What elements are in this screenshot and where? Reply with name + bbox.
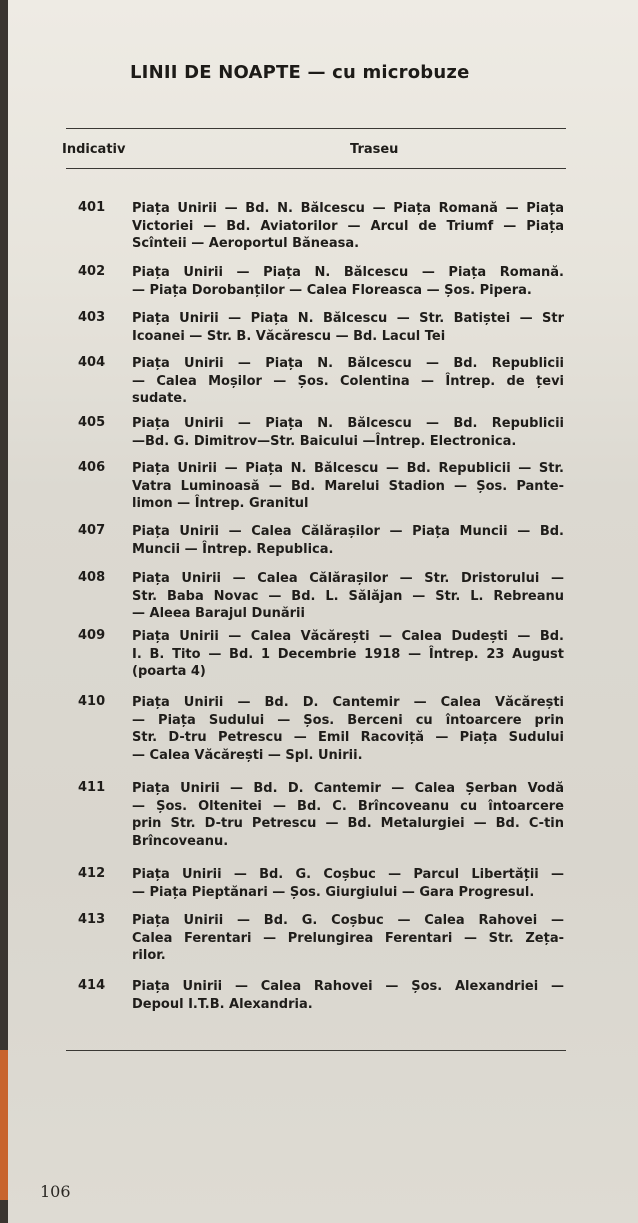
route-line: — Piața Pieptănari — Șos. Giurgiului — Gara Progresul. (132, 884, 535, 900)
route-description (132, 780, 564, 850)
route-description (132, 200, 564, 253)
page-edge-strip (0, 1050, 8, 1200)
route-description (132, 570, 564, 623)
route-number: 413 (78, 912, 106, 927)
route-number: 408 (78, 570, 106, 585)
route-line: —Bd. G. Dimitrov—Str. Baicului —Întrep. Electronica. (132, 433, 517, 449)
route-line: Piața Unirii — Bd. N. Bălcescu — Piața Romană — Piața (132, 201, 564, 216)
route-line: Piața Unirii — Piața N. Bălcescu — Piața Romană. (132, 265, 564, 280)
route-number: 405 (78, 415, 106, 430)
route-description (132, 866, 564, 901)
route-line: Icoanei — Str. B. Văcărescu — Bd. Lacul Tei (132, 328, 446, 344)
route-line: Piața Unirii — Calea Rahovei — Șos. Alexandriei — (132, 979, 564, 994)
route-line: Piața Unirii — Piața N. Bălcescu — Bd. Republicii (132, 416, 564, 431)
column-header-indicator: Indicativ (62, 142, 126, 157)
route-description (132, 628, 564, 681)
route-number: 406 (78, 460, 106, 475)
route-line: Piața Unirii — Piața N. Bălcescu — Str. Batiștei — Str (132, 311, 564, 326)
route-line: I. B. Tito — Bd. 1 Decembrie 1918 — Întrep. 23 August (132, 646, 564, 662)
route-line: Str. Baba Novac — Bd. L. Sălăjan — Str. L. Rebreanu (132, 588, 564, 604)
route-number: 403 (78, 310, 106, 325)
route-line: limon — Întrep. Granitul (132, 496, 309, 511)
route-line: — Piața Sudului — Șos. Berceni cu întoarcere prin (132, 712, 564, 728)
header-bottom-rule (66, 168, 566, 169)
route-description (132, 460, 564, 513)
route-number: 401 (78, 200, 106, 215)
route-description (132, 912, 564, 965)
route-line: Victoriei — Bd. Aviatorilor — Arcul de Triumf — Piața (132, 218, 564, 234)
route-description (132, 355, 564, 408)
route-line: — Calea Moșilor — Șos. Colentina — Întrep. de țevi (132, 373, 564, 389)
route-description (132, 415, 564, 450)
route-line: Piața Unirii — Calea Văcărești — Calea Dudești — Bd. (132, 629, 564, 644)
route-line: Calea Ferentari — Prelungirea Ferentari — Str. Zeța- (132, 930, 564, 946)
route-line: sudate. (132, 391, 188, 406)
header-top-rule (66, 128, 566, 129)
route-description (132, 978, 564, 1013)
route-number: 411 (78, 780, 106, 795)
route-number: 407 (78, 523, 106, 538)
route-line: Piața Unirii — Piața N. Bălcescu — Bd. Republicii — Str. (132, 461, 564, 476)
route-line: — Calea Văcărești — Spl. Unirii. (132, 747, 363, 763)
route-number: 412 (78, 866, 106, 881)
route-line: Depoul I.T.B. Alexandria. (132, 996, 313, 1012)
route-line: — Piața Dorobanților — Calea Floreasca — Șos. Pipera. (132, 282, 532, 298)
route-line: Piața Unirii — Bd. G. Coșbuc — Parcul Libertății — (132, 867, 564, 882)
route-number: 414 (78, 978, 106, 993)
route-description (132, 310, 564, 345)
route-line: Brîncoveanu. (132, 833, 229, 849)
route-description (132, 694, 564, 764)
route-number: 410 (78, 694, 106, 709)
route-line: rilor. (132, 948, 166, 963)
route-line: — Aleea Barajul Dunării (132, 606, 305, 621)
route-line: Piața Unirii — Bd. G. Coșbuc — Calea Rahovei — (132, 913, 564, 928)
route-description (132, 523, 564, 558)
route-number: 409 (78, 628, 106, 643)
route-line: Piața Unirii — Calea Călărașilor — Piața Muncii — Bd. (132, 524, 564, 539)
route-line: Piața Unirii — Bd. D. Cantemir — Calea Văcărești (132, 695, 564, 710)
route-line: prin Str. D-tru Petrescu — Bd. Metalurgiei — Bd. C-tin (132, 816, 564, 831)
footer-rule (66, 1050, 566, 1051)
route-line: Str. D-tru Petrescu — Emil Racoviță — Piața Sudului (132, 730, 564, 745)
route-number: 402 (78, 264, 106, 279)
route-line: Vatra Luminoasă — Bd. Marelui Stadion — Șos. Pante- (132, 478, 564, 494)
route-number: 404 (78, 355, 106, 370)
route-line: Piața Unirii — Bd. D. Cantemir — Calea Șerban Vodă (132, 781, 564, 796)
route-line: Piața Unirii — Piața N. Bălcescu — Bd. Republicii (132, 356, 564, 371)
route-line: Piața Unirii — Calea Călărașilor — Str. Dristorului — (132, 571, 564, 586)
column-header-route: Traseu (350, 142, 399, 157)
route-line: (poarta 4) (132, 664, 206, 679)
book-page (8, 0, 638, 1223)
page-title: LINII DE NOAPTE — cu microbuze (130, 62, 470, 83)
route-line: Muncii — Întrep. Republica. (132, 541, 334, 557)
page-number: 106 (40, 1182, 71, 1201)
route-description (132, 264, 564, 299)
route-line: — Șos. Oltenitei — Bd. C. Brîncoveanu cu întoarcere (132, 798, 564, 814)
route-line: Scînteii — Aeroportul Băneasa. (132, 236, 360, 251)
